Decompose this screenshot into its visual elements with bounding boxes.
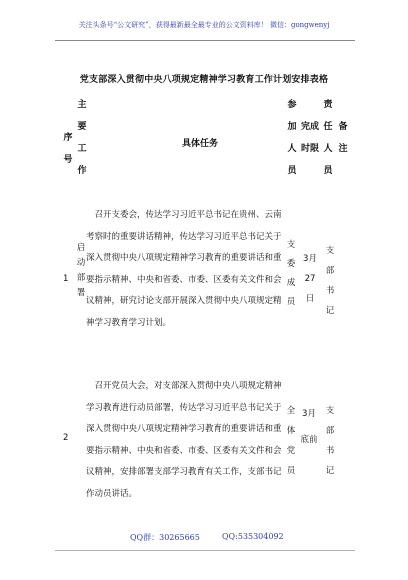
header-lead bbox=[286, 94, 298, 182]
header-deadline bbox=[298, 116, 322, 160]
row-owner-char: 支 bbox=[325, 246, 335, 256]
row-seq: 1 bbox=[63, 274, 69, 284]
row-task: 召开党员大会，对支部深入贯彻中央八项规定精神学习教育进行动员部署，传达学习习近平总书记关于深入贯彻中央八项规定精神学习教育的重要讲话和重要指示精神、中央和省委、市委、区委有关文件和会议精神，安排部署支部学习教育有关工作，支部书记作动员讲话。 bbox=[86, 381, 282, 499]
row-owner-char: 书 bbox=[325, 286, 335, 296]
row-owner bbox=[324, 401, 336, 481]
row-deadline-line: 27 bbox=[304, 274, 316, 284]
footer-qq-group: QQ群：30265665 bbox=[130, 533, 200, 542]
row-main-work-char: 部 bbox=[76, 273, 86, 283]
header-main-work-char: 主 bbox=[77, 100, 87, 110]
row-deadline bbox=[300, 249, 320, 309]
header-owner-char: 员 bbox=[323, 166, 333, 176]
row-owner-char: 记 bbox=[325, 306, 335, 316]
header-note-char: 备 bbox=[338, 122, 348, 132]
header-seq-char: 序 bbox=[63, 133, 73, 143]
footer-rule bbox=[55, 550, 355, 551]
row-deadline-line: 底前 bbox=[300, 435, 318, 445]
row-lead bbox=[285, 236, 297, 312]
row-owner-char: 记 bbox=[325, 466, 335, 476]
header-owner bbox=[322, 94, 334, 182]
header-promo: 关注头条号“公文研究”，获得最新最全最专业的公文资料库！ 微信：gongwenyj bbox=[78, 21, 330, 29]
row-owner-char: 书 bbox=[325, 446, 335, 456]
header-main-work-char: 要 bbox=[77, 122, 87, 132]
header-lead-char: 人 bbox=[287, 144, 297, 154]
footer-qq-number: QQ:535304092 bbox=[222, 532, 284, 541]
row-owner-char: 部 bbox=[325, 426, 335, 436]
header-lead-char: 参 bbox=[287, 100, 297, 110]
row-deadline bbox=[298, 401, 320, 453]
header-lead-char: 员 bbox=[287, 166, 297, 176]
header-seq bbox=[62, 127, 74, 171]
row-seq: 2 bbox=[63, 433, 69, 443]
document-title: 党支部深入贯彻中央八项规定精神学习教育工作计划安排表格 bbox=[79, 75, 329, 85]
row-lead-char: 成 bbox=[286, 278, 296, 288]
row-lead-char: 委 bbox=[286, 259, 296, 269]
header-deadline-line: 完成 bbox=[300, 122, 319, 132]
row-deadline-line: 3月 bbox=[303, 254, 317, 264]
row-lead-char: 员 bbox=[286, 297, 296, 307]
header-note bbox=[337, 116, 349, 160]
header-seq-char: 号 bbox=[63, 155, 73, 165]
header-main-work bbox=[76, 94, 88, 182]
row-lead-char: 支 bbox=[286, 240, 296, 250]
row-main-work-char: 启 bbox=[76, 243, 86, 253]
row-lead-char: 党 bbox=[286, 446, 296, 456]
row-lead-char: 员 bbox=[286, 466, 296, 476]
header-note-char: 注 bbox=[338, 144, 348, 154]
row-task: 召开支委会，传达学习习近平总书记在贵州、云南考察时的重要讲话精神，传达学习习近平总书记关于深入贯彻中央八项规定精神学习教育的重要讲话和重要指示精神、中央和省委、市委、区委有关文件和会议精神，研究讨论支部开展深入贯彻中央八项规定精神学习教育学习计划。 bbox=[86, 210, 282, 328]
row-lead-char: 体 bbox=[286, 426, 296, 436]
header-task: 具体任务 bbox=[181, 139, 218, 149]
header-main-work-char: 工 bbox=[77, 144, 87, 154]
header-rule bbox=[55, 40, 355, 41]
row-deadline-line: 日 bbox=[305, 294, 315, 304]
header-owner-char: 责 bbox=[323, 100, 333, 110]
header-main-work-char: 作 bbox=[77, 166, 87, 176]
row-main-work-char: 动 bbox=[76, 258, 86, 268]
header-owner-char: 人 bbox=[323, 144, 333, 154]
header-owner-char: 任 bbox=[323, 122, 333, 132]
row-owner bbox=[324, 241, 336, 321]
row-lead bbox=[285, 401, 297, 481]
row-owner-char: 部 bbox=[325, 266, 335, 276]
row-owner-char: 支 bbox=[325, 406, 335, 416]
header-deadline-line: 时限 bbox=[300, 144, 319, 154]
header-lead-char: 加 bbox=[287, 122, 297, 132]
row-main-work-char: 署 bbox=[76, 288, 86, 298]
row-deadline-line: 3月 bbox=[302, 409, 316, 419]
row-lead-char: 全 bbox=[286, 406, 296, 416]
